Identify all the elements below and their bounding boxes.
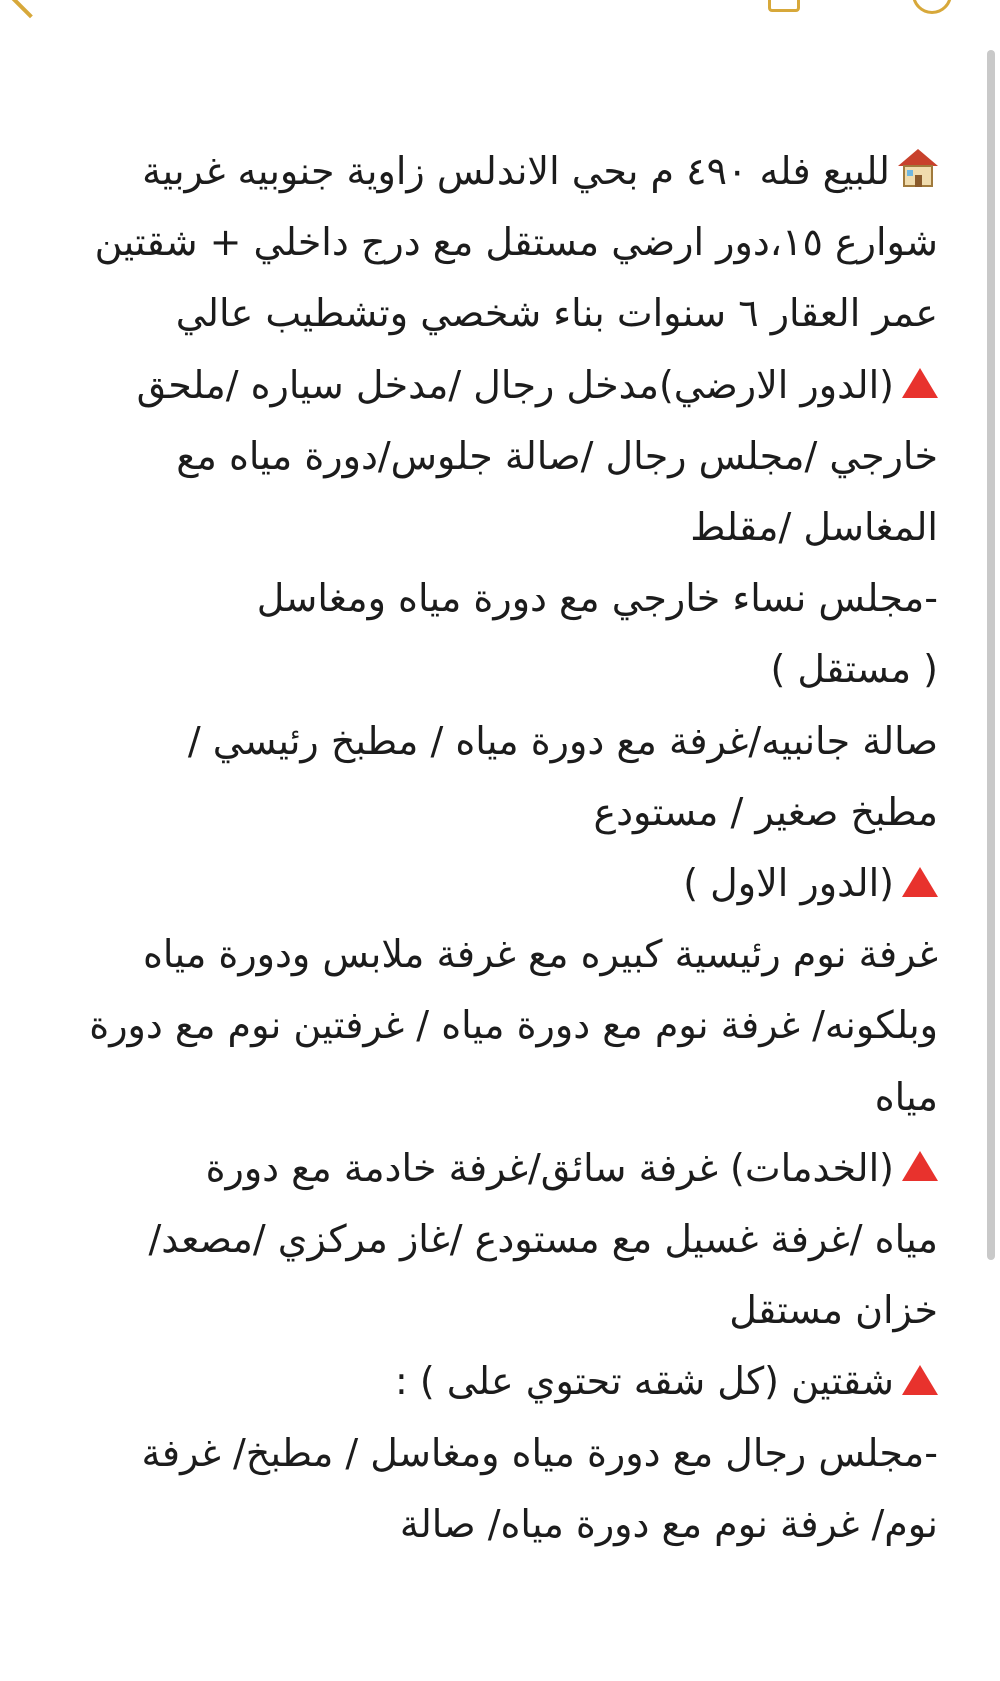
listing-line [58, 136, 938, 207]
listing-line [58, 563, 938, 634]
clock-icon[interactable] [912, 0, 952, 14]
top-bar-title [300, 4, 700, 22]
listing-line-text: للبيع فله ٤٩٠ م بحي الاندلس زاوية جنوبيه غربية [142, 149, 890, 193]
listing-line-text: -مجلس نساء خارجي مع دورة مياه ومغاسل [256, 576, 938, 621]
listing-line [58, 421, 938, 492]
house-icon [898, 149, 938, 187]
listing-line [58, 1062, 938, 1133]
listing-line [58, 278, 938, 349]
listing-line [58, 207, 938, 278]
listing-line [58, 1418, 938, 1489]
scrollbar[interactable] [987, 50, 995, 1260]
listing-line-text: شقتين (كل شقه تحتوي على ) : [394, 1359, 894, 1404]
listing-line-text: نوم/ غرفة نوم مع دورة مياه/ صالة [399, 1501, 938, 1546]
listing-line-text: (الخدمات) غرفة سائق/غرفة خادمة مع دورة [205, 1145, 894, 1190]
listing-line-text: (الدور الاول ) [683, 861, 894, 906]
listing-line [58, 848, 938, 919]
red-triangle-icon [902, 867, 938, 897]
listing-line-text: ( مستقل ) [770, 647, 938, 692]
listing-line [58, 1346, 938, 1417]
listing-line-text: مياه /غرفة غسيل مع مستودع /غاز مركزي /مصعد/ [148, 1217, 938, 1262]
back-arrow-icon[interactable] [2, 0, 59, 18]
red-triangle-icon [902, 1365, 938, 1395]
top-bar [0, 0, 1000, 40]
listing-line-text: (الدور الارضي)مدخل رجال /مدخل سياره /ملحق [136, 362, 894, 407]
listing-line [58, 919, 938, 990]
listing-line [58, 1204, 938, 1275]
listing-line-text: عمر العقار ٦ سنوات بناء شخصي وتشطيب عالي [175, 291, 938, 336]
listing-line [58, 350, 938, 421]
listing-line [58, 777, 938, 848]
listing-line-text: مطبخ صغير / مستودع [593, 789, 938, 834]
listing-line-text: خزان مستقل [729, 1288, 938, 1333]
listing-line [58, 1489, 938, 1560]
listing-line [58, 634, 938, 705]
listing-line-text: شوارع ١٥،دور ارضي مستقل مع درج داخلي + شقتين [94, 220, 938, 265]
listing-line-text: وبلكونه/ غرفة نوم مع دورة مياه / غرفتين نوم مع دورة [89, 1003, 938, 1048]
document-icon[interactable] [768, 0, 800, 12]
listing-line [58, 1133, 938, 1204]
red-triangle-icon [902, 368, 938, 398]
red-triangle-icon [902, 1151, 938, 1181]
listing-line-text: خارجي /مجلس رجال /صالة جلوس/دورة مياه مع [176, 433, 938, 478]
listing-line [58, 492, 938, 563]
listing-line-text: المغاسل /مقلط [690, 505, 938, 550]
listing-line [58, 706, 938, 777]
listing-line-text: غرفة نوم رئيسية كبيره مع غرفة ملابس ودورة مياه [143, 932, 938, 977]
listing-line [58, 1275, 938, 1346]
listing-line-text: صالة جانبيه/غرفة مع دورة مياه / مطبخ رئيسي / [187, 718, 938, 763]
listing-line-text: مياه [874, 1074, 938, 1119]
listing-description [58, 136, 938, 1560]
listing-line-text: -مجلس رجال مع دورة مياه ومغاسل / مطبخ/ غرفة [141, 1430, 938, 1475]
listing-line [58, 990, 938, 1061]
